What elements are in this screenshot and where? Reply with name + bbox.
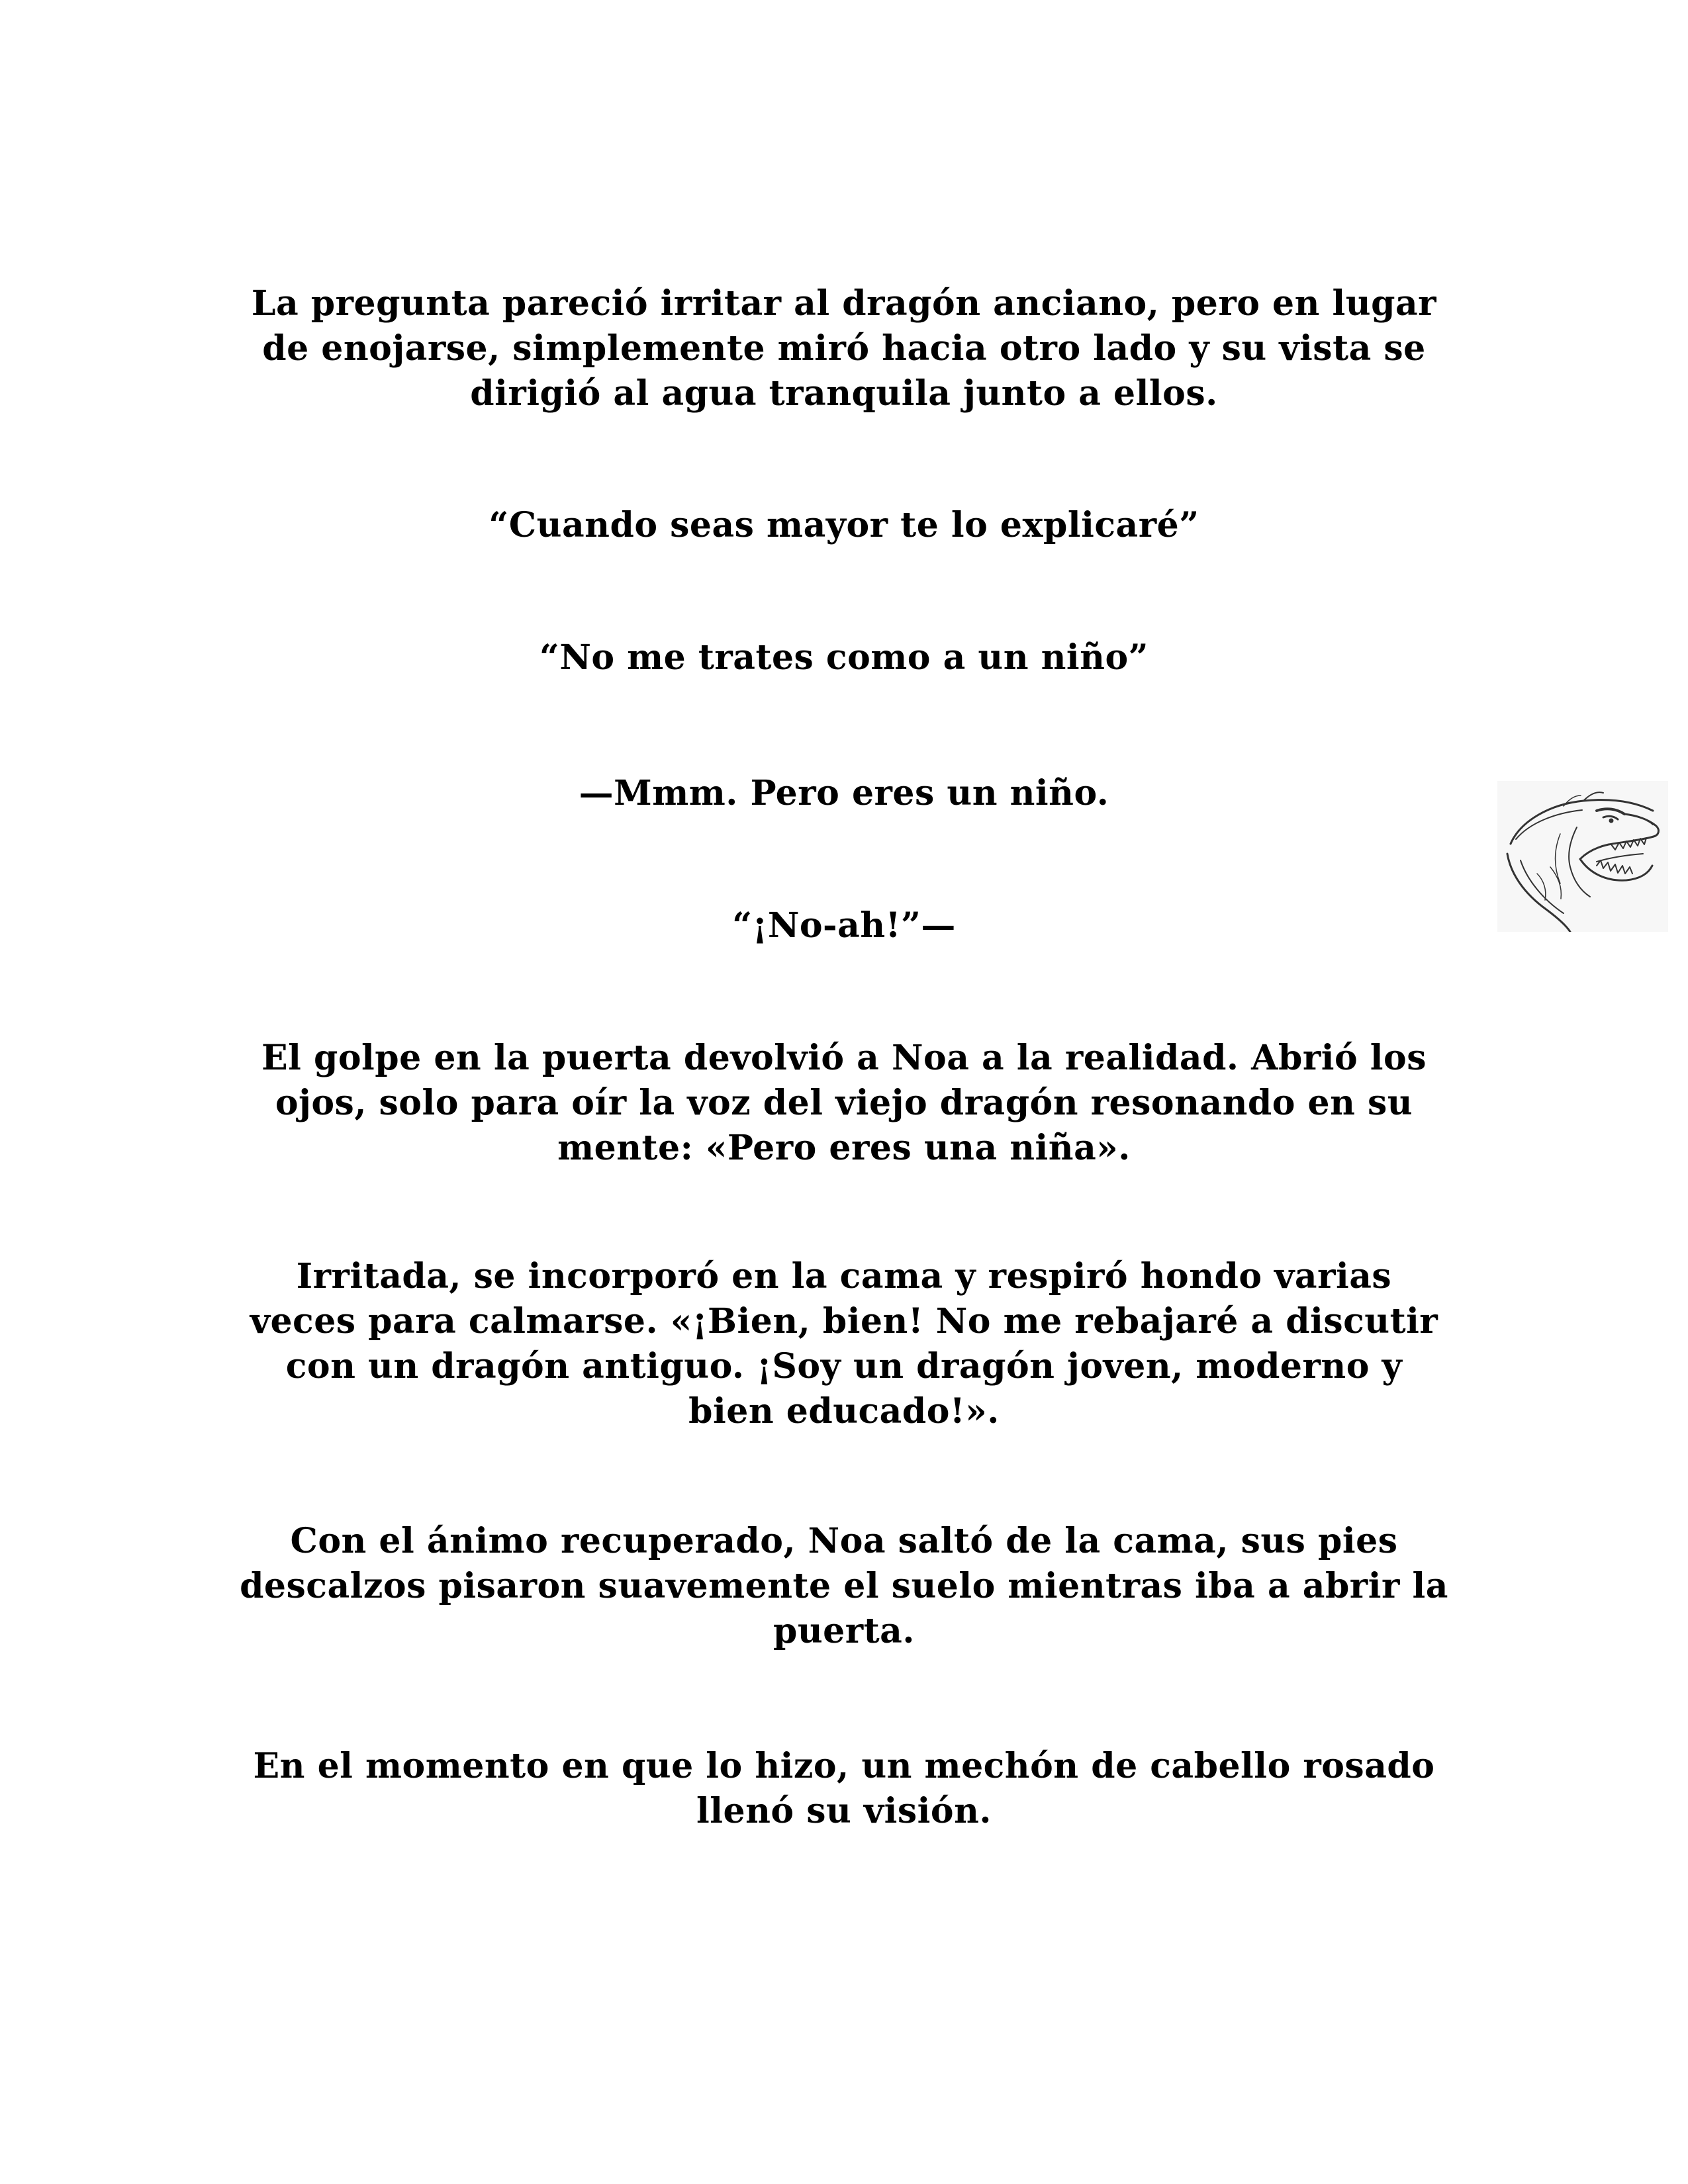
dragon-head-sketch-icon — [1497, 781, 1668, 932]
paragraph-2: “Cuando seas mayor te lo explicaré” — [489, 505, 1199, 545]
paragraph-1: La pregunta pareció irritar al dragón anciano, pero en lugar de enojarse, simplemente miró hacia otro lado y su vista se dirigió al agua tranquila junto a ellos. — [251, 283, 1437, 414]
paragraph-7: Irritada, se incorporó en la cama y respiró hondo varias veces para calmarse. «¡Bien, bien! No me rebajaré a discutir con un dragón antiguo. ¡Soy un dragón joven, moderno y bien educado!». — [250, 1256, 1438, 1432]
paragraph-9: En el momento en que lo hizo, un mechón de cabello rosado llenó su visión. — [253, 1746, 1435, 1831]
paragraph-4: —Mmm. Pero eres un niño. — [579, 773, 1109, 813]
paragraph-3: “No me trates como a un niño” — [539, 637, 1149, 678]
paragraph-6: El golpe en la puerta devolvió a Noa a la realidad. Abrió los ojos, solo para oír la voz del viejo dragón resonando en su mente: «Pero eres una niña». — [261, 1038, 1427, 1168]
paragraph-8: Con el ánimo recuperado, Noa saltó de la cama, sus pies descalzos pisaron suavemente el suelo mientras iba a abrir la puerta. — [240, 1521, 1448, 1651]
paragraph-5: “¡No-ah!”— — [732, 905, 956, 946]
